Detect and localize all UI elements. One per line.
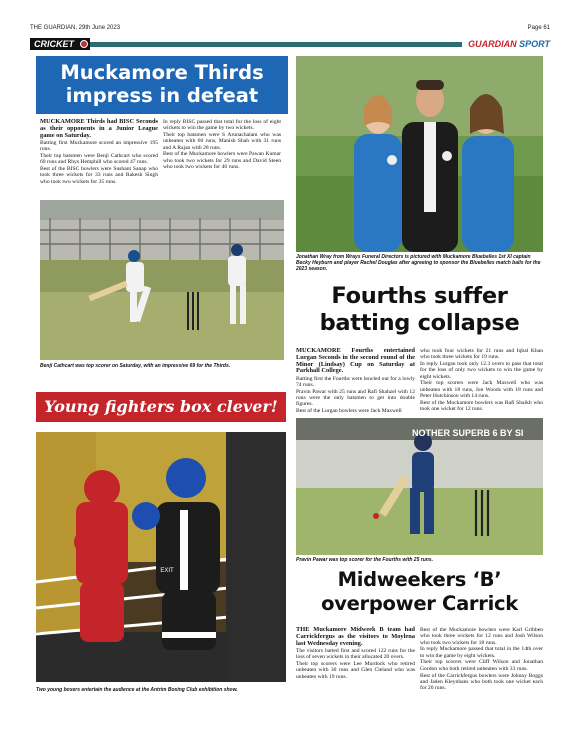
story3-paragraph: Best of the Carrickfergus bowlers were Johnny Boggs and Jaden Kleynhans who both took one wicket each for 20 runs. bbox=[420, 672, 543, 692]
story3-paragraph: Their top scorers were Cliff Wilson and Jonathan Gordon who both retired unbeaten with 33 runs. bbox=[420, 659, 543, 672]
story3-col2 bbox=[420, 627, 543, 692]
story2-paragraph: who took four wickets for 21 runs and Iqbal Khan who took three wickets for 19 runs. bbox=[420, 348, 543, 361]
story2-paragraph: Their top scorers were Jack Maxwell who was unbeaten with 18 runs, Jon Woods with 18 runs and Peter Hutchinson with 14 runs. bbox=[420, 380, 543, 400]
pravin-pawar-photo-image bbox=[296, 418, 543, 555]
section-divider bbox=[90, 42, 462, 47]
story2-paragraph: Best of the Muckamore bowlers was Rafi Shaikh who took one wicket for 12 runs. bbox=[420, 399, 543, 413]
story2-paragraph: In reply Lurgan took only 12.3 overs to pass that total for the loss of only two wickets to win the game by eight wickets. bbox=[420, 361, 543, 380]
story1-photo-caption: Benji Cathcart was top scorer on Saturday, with an impressive 69 for the Thirds. bbox=[40, 363, 231, 369]
story2-paragraph: Batting first the Fourths were bowled out for a lowly 74 runs. bbox=[296, 375, 415, 388]
batsman-photo bbox=[40, 200, 284, 360]
story1-paragraph: Their top batsmen were Benji Cathcart who scored 69 runs and Rhys Hemphill who scored 47 runs. bbox=[40, 152, 158, 166]
sponsor-photo-image bbox=[296, 56, 543, 252]
sponsor-photo-caption: Jonathan Wray from Wrays Funeral Directors is pictured with Muckamore Bluebelles 1st XI captain Becky Heyburn and player Rachel Douglas after agreeing to sponsor the Bluebelles match balls for the 2023 season. bbox=[296, 254, 541, 272]
story2-photo-caption: Pravin Pawar was top scorer for the Fourths with 25 runs. bbox=[296, 557, 433, 563]
story2-paragraph: Pravin Pawar with 25 runs and Rafi Shahzel with 12 runs were the only batsmen to get into double figures. bbox=[296, 388, 415, 408]
story3-col1 bbox=[296, 627, 415, 680]
story3-paragraph: Best of the Muckamore bowlers were Karl Gribben who took three wickets for 12 runs and Josh Wilson who took two wickets for 18 runs. bbox=[420, 627, 543, 646]
story2-col2 bbox=[420, 348, 543, 413]
sponsor-photo bbox=[296, 56, 543, 252]
logo-sport: SPORT bbox=[519, 39, 550, 49]
story1-paragraph: Best of the BISC bowlers were Sushant Sanap who took three wickets for 33 runs and Rakesh Singh who took two wickets for 35 runs. bbox=[40, 166, 158, 185]
story3-lead: THE Muckamore Midweek B team had Carrickfergus as the visitors to Moylena last Wednesday evening. bbox=[296, 626, 415, 647]
boxing-photo bbox=[36, 432, 286, 682]
batsman-photo-image bbox=[40, 200, 284, 360]
story2-paragraph: Best of the Lurgan bowlers were Jack Maxwell bbox=[296, 408, 402, 415]
story1-col1 bbox=[40, 119, 158, 185]
story1-paragraph: In reply BISC passed that total for the loss of eight wickets to win the game by two wickets. bbox=[163, 119, 281, 132]
cricket-ball-icon bbox=[80, 40, 88, 48]
story1-paragraph: Batting first Muckamore scored an impressive 195 runs. bbox=[40, 139, 158, 153]
boxing-photo-caption: Two young boxers entertain the audience at the Antrim Boxing Club exhibition show. bbox=[36, 687, 238, 693]
exit-sign: EXIT bbox=[160, 568, 174, 574]
guardian-sport-logo bbox=[468, 38, 550, 50]
page-number: Page 61 bbox=[527, 25, 550, 31]
pravin-pawar-photo bbox=[296, 418, 543, 555]
boxing-photo-image bbox=[36, 432, 286, 682]
story1-lead: MUCKAMORE Thirds had BISC Seconds as their opponents in a Junior League game on Saturday. bbox=[40, 118, 158, 139]
story2-lead: MUCKAMORE Fourths entertained Lurgan Seconds in the second round of the Minor (Lindsay) Cup on Saturday at Parkhall College. bbox=[296, 347, 415, 375]
story3-headline: Midweekers ‘B’ overpower Carrick bbox=[321, 568, 518, 615]
story2-headline: Fourths suffer batting collapse bbox=[319, 283, 520, 336]
section-bar bbox=[30, 38, 550, 50]
story1-col2 bbox=[163, 119, 281, 171]
story3-paragraph: The visitors batted first and scored 122 runs for the loss of seven wickets in their allocated 20 overs. bbox=[296, 647, 415, 661]
story3-paragraph: In reply Muckamore passed that total in the 14th over to win the game by eight wickets. bbox=[420, 646, 543, 659]
story1-headline: Muckamore Thirds impress in defeat bbox=[36, 56, 288, 114]
story1-paragraph: Their top batsmen were S Arunachalam who was unbeaten with 60 runs, Manish Shah with 31 runs and A Rajan with 28 runs. bbox=[163, 132, 281, 151]
story3-paragraph: Their top scorers were Lee Murdock who retired unbeaten with 30 runs and Glen Cleland who was unbeaten with 19 runs. bbox=[296, 660, 415, 680]
boxing-headline: Young fighters box clever! bbox=[36, 392, 286, 422]
section-tab-cricket: CRICKET bbox=[30, 38, 90, 50]
ground-banner: NOTHER SUPERB 6 BY SI bbox=[412, 428, 524, 438]
date-line: THE GUARDIAN, 29th June 2023 bbox=[30, 25, 121, 31]
logo-guardian: GUARDIAN bbox=[468, 39, 517, 49]
story1-paragraph: Best of the Muckamore bowlers were Pawan Kumar who took two wickets for 29 runs and David Steen who took two wickets for 46 runs. bbox=[163, 151, 281, 171]
story2-col1 bbox=[296, 348, 415, 415]
